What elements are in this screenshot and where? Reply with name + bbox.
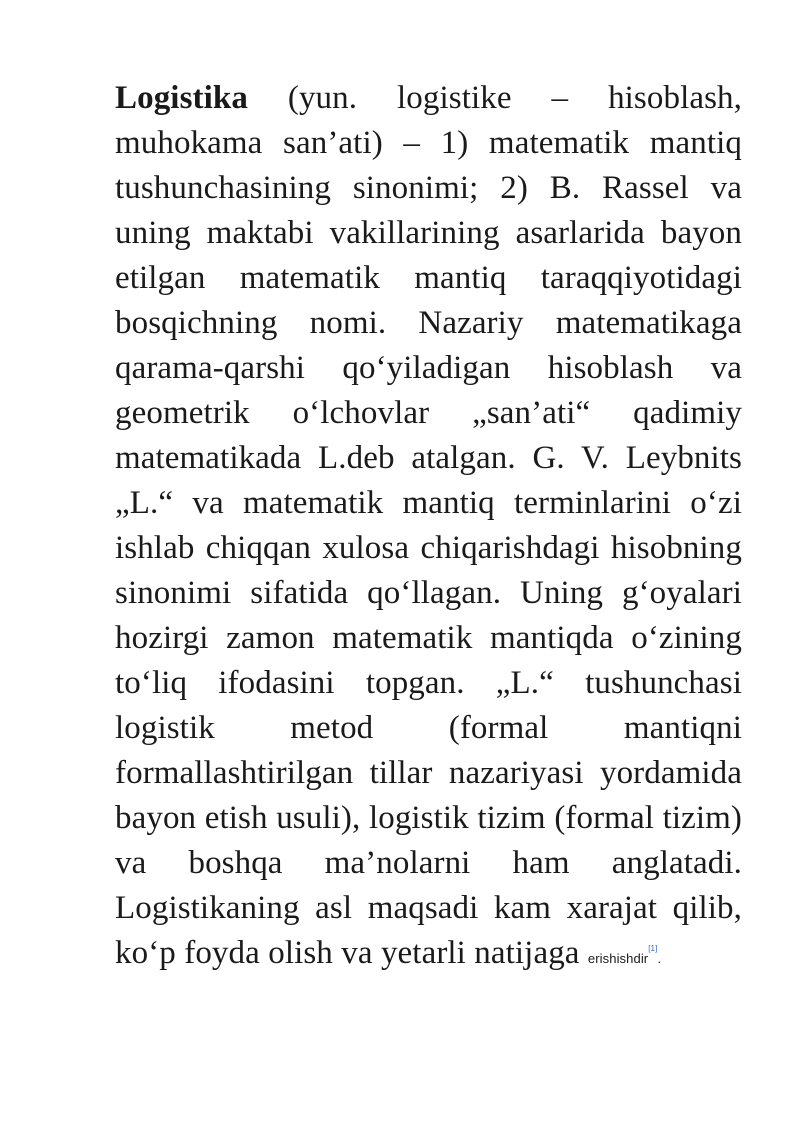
article-end-punctuation: . <box>657 951 662 966</box>
article-headword: Logistika <box>115 80 248 116</box>
article-last-word: erishishdir <box>587 951 649 966</box>
reference-link[interactable]: [1] <box>648 944 658 953</box>
article-paragraph <box>115 76 742 976</box>
article-body: (yun. logistike – hisoblash, muhokama san’ati) – 1) matematik mantiq tushunchasining sinonimi; 2) B. Rassel va uning maktabi vakillarining asarlarida bayon etilgan matematik mantiq taraqqiyotidagi bosqichning nomi. Nazariy matematikaga qarama-qarshi qo‘yiladigan hisoblash va geometrik o‘lchovlar „san’ati“ qadimiy matematikada L.deb atalgan. G. V. Leybnits „L.“ va matematik mantiq terminlarini o‘zi ishlab chiqqan xulosa chiqarishdagi hisobning sinonimi sifatida qo‘llagan. Uning g‘oyalari hozirgi zamon matematik mantiqda o‘zining to‘liq ifodasini topgan. „L.“ tushunchasi logistik metod (formal mantiqni formallashtirilgan tillar nazariyasi yordamida bayon etish usuli), logistik tizim (formal tizim) va boshqa ma’nolarni ham anglatadi. Logistikaning asl maqsadi kam xarajat qilib, ko‘p foyda olish va yetarli natijaga <box>115 80 742 971</box>
